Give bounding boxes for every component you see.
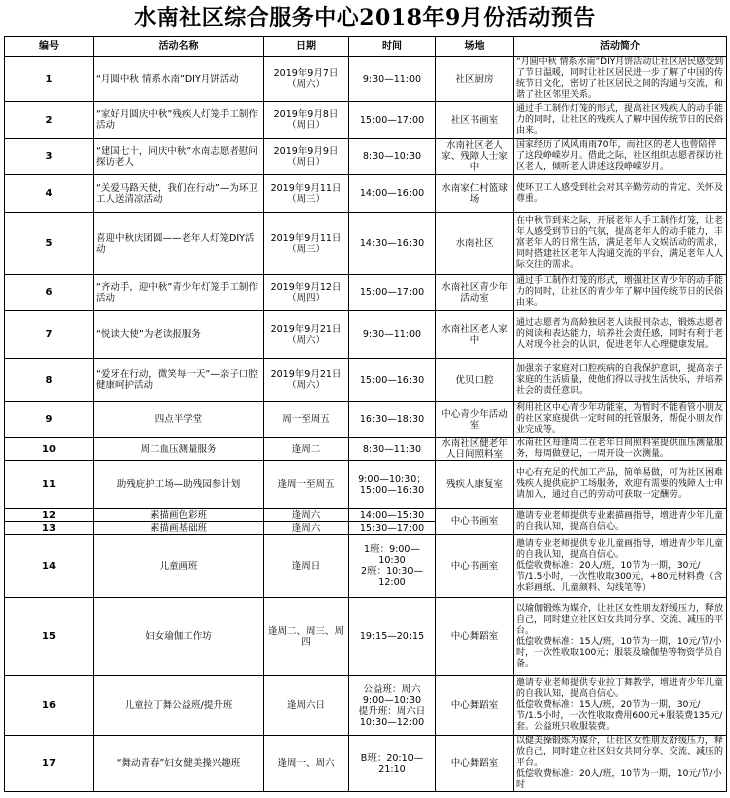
- cell-date[interactable]: 周一至周五: [264, 402, 349, 438]
- cell-venue[interactable]: 水南社区: [436, 213, 514, 275]
- cell-venue[interactable]: 残疾人康复室: [436, 461, 514, 509]
- cell-time[interactable]: 19:15—20:15: [349, 598, 436, 676]
- cell-number[interactable]: 17: [5, 736, 94, 792]
- cell-venue[interactable]: 水南家仁村篮球场: [436, 175, 514, 213]
- cell-description[interactable]: 中心有充足的代加工产品，简单易做，可为社区困难残疾人提供庇护工场服务，欢迎有需要的残障人士申请加入，通过自己的劳动可获取一定酬劳。: [514, 461, 727, 509]
- cell-date[interactable]: 逢周二、周三、周四: [264, 598, 349, 676]
- cell-time[interactable]: 9:00—10:30； 15:00—16:30: [349, 461, 436, 509]
- header-description[interactable]: 活动简介: [514, 37, 727, 57]
- header-date[interactable]: 日期: [264, 37, 349, 57]
- cell-time[interactable]: 15:00—16:30: [349, 359, 436, 402]
- cell-time[interactable]: 8:30—11:30: [349, 438, 436, 461]
- cell-venue[interactable]: 水南社区老人家中: [436, 311, 514, 359]
- cell-time[interactable]: 16:30—18:30: [349, 402, 436, 438]
- cell-date[interactable]: 2019年9月8日 （周日）: [264, 102, 349, 139]
- cell-time[interactable]: 14:30—16:30: [349, 213, 436, 275]
- header-time[interactable]: 时间: [349, 37, 436, 57]
- cell-venue[interactable]: 中心青少年活动室: [436, 402, 514, 438]
- table-row: [5, 736, 727, 792]
- cell-number[interactable]: 1: [5, 57, 94, 102]
- cell-number[interactable]: 16: [5, 676, 94, 736]
- cell-venue[interactable]: 中心舞蹈室: [436, 676, 514, 736]
- table-row: [5, 461, 727, 509]
- activity-table: [4, 36, 727, 792]
- cell-venue[interactable]: 中心书画室: [436, 535, 514, 598]
- cell-number[interactable]: 12: [5, 509, 94, 522]
- cell-activity-name[interactable]: “关爱马路天使，我们在行动”—为环卫工人送清凉活动: [94, 175, 264, 213]
- table-row: [5, 311, 727, 359]
- table-row: [5, 275, 727, 311]
- cell-time[interactable]: 1班：9:00—10:30 2班：10:30—12:00: [349, 535, 436, 598]
- page-title: 水南社区综合服务中心2018年9月份活动预告: [134, 5, 596, 31]
- cell-activity-name[interactable]: “月圆中秋 情系水南”DIY月饼活动: [94, 57, 264, 102]
- header-activity-name[interactable]: 活动名称: [94, 37, 264, 57]
- cell-time[interactable]: 9:30—11:00: [349, 311, 436, 359]
- table-row: [5, 438, 727, 461]
- cell-date[interactable]: 2019年9月12日 （周四）: [264, 275, 349, 311]
- cell-time[interactable]: 15:00—17:00: [349, 102, 436, 139]
- cell-time[interactable]: 14:00—16:00: [349, 175, 436, 213]
- cell-activity-name[interactable]: “建国七十，同庆中秋”水南志愿者慰问探访老人: [94, 139, 264, 175]
- cell-number[interactable]: 4: [5, 175, 94, 213]
- cell-venue[interactable]: 社区厨房: [436, 57, 514, 102]
- cell-activity-name[interactable]: 素描画基础班: [94, 522, 264, 535]
- cell-date[interactable]: 2019年9月21日 （周六）: [264, 311, 349, 359]
- cell-date[interactable]: 2019年9月21日（周六）: [264, 359, 349, 402]
- cell-venue[interactable]: 水南社区老人家、残障人士家中: [436, 139, 514, 175]
- cell-number[interactable]: 6: [5, 275, 94, 311]
- cell-description[interactable]: 利用社区中心青少年功能室，为暂时不能看管小朋友的社区家庭提供一定时间的托管服务，帮促小朋友作业完成等。: [514, 402, 727, 438]
- cell-description[interactable]: 国家经历了风风雨雨70年，而社区的老人也曾陪伴了这段峥嵘岁月。借此之际，社区组织志愿者探访社区老人，倾听老人讲述这段峥嵘岁月。: [514, 139, 727, 175]
- cell-time[interactable]: B班：20:10—21:10: [349, 736, 436, 792]
- cell-activity-name[interactable]: 助残庇护工场—助残园参计划: [94, 461, 264, 509]
- cell-number[interactable]: 13: [5, 522, 94, 535]
- cell-venue[interactable]: 水南社区健老年人日间照料室: [436, 438, 514, 461]
- cell-description[interactable]: 以瑜伽锻炼为媒介，让社区女性朋友舒缓压力，释放自己，同时建立社区妇女共同分享、交流、减压的平台。 低偿收费标准：15人/班，10节为一期，10元/节/小时，一次性收取100元；服装及瑜伽垫等物资学员自备。: [514, 598, 727, 676]
- cell-number[interactable]: 3: [5, 139, 94, 175]
- cell-time[interactable]: 9:30—11:00: [349, 57, 436, 102]
- cell-date[interactable]: 逢周六: [264, 509, 349, 522]
- header-number[interactable]: 编号: [5, 37, 94, 57]
- cell-number[interactable]: 5: [5, 213, 94, 275]
- table-row: [5, 213, 727, 275]
- cell-activity-name[interactable]: 儿童拉丁舞公益班/提升班: [94, 676, 264, 736]
- cell-number[interactable]: 10: [5, 438, 94, 461]
- cell-time[interactable]: 15:30—17:00: [349, 522, 436, 535]
- cell-description[interactable]: 加强亲子家庭对口腔疾病的自我保护意识，提高亲子家庭的生活质量，使他们得以寻找生活快乐，并培养社会的责任意识。: [514, 359, 727, 402]
- cell-date[interactable]: 逢周日: [264, 535, 349, 598]
- table-row: [5, 676, 727, 736]
- cell-venue[interactable]: 中心书画室: [436, 509, 514, 535]
- cell-activity-name[interactable]: 妇女瑜伽工作坊: [94, 598, 264, 676]
- cell-description[interactable]: 以健美操锻炼为媒介，让社区女性朋友舒缓压力，释放自己，同时建立社区妇女共同分享、交流、减压的平台。 低偿收费标准：20人/班，10节为一期，10元/节/小时: [514, 736, 727, 792]
- cell-venue[interactable]: 优贝口腔: [436, 359, 514, 402]
- cell-description[interactable]: 水南社区每逢周二在老年日间照料室提供血压测量服务，每周做登记，一周开设一次测量。: [514, 438, 727, 461]
- cell-date[interactable]: 逢周一、周六: [264, 736, 349, 792]
- cell-activity-name[interactable]: “爱牙在行动，微笑每一天”—亲子口腔健康呵护活动: [94, 359, 264, 402]
- cell-activity-name[interactable]: “家好月圆庆中秋”残疾人灯笼手工制作活动: [94, 102, 264, 139]
- cell-venue[interactable]: 水南社区青少年活动室: [436, 275, 514, 311]
- table-row: [5, 175, 727, 213]
- cell-number[interactable]: 14: [5, 535, 94, 598]
- cell-date[interactable]: 2019年9月11日（周三）: [264, 175, 349, 213]
- cell-activity-name[interactable]: 四点半学堂: [94, 402, 264, 438]
- cell-venue[interactable]: 中心舞蹈室: [436, 736, 514, 792]
- cell-activity-name[interactable]: 周二血压测量服务: [94, 438, 264, 461]
- cell-date[interactable]: 逢周一至周五: [264, 461, 349, 509]
- cell-number[interactable]: 2: [5, 102, 94, 139]
- cell-description[interactable]: 邀请专业老师提供专业儿童画指导，增进青少年儿童的自我认知，提高自信心。 低偿收费标准：20人/班，10节为一期，30元/节/1.5小时，一次性收取300元，+80元材料费（含水彩画纸、儿童颜料、勾线笔等）: [514, 535, 727, 598]
- cell-activity-name[interactable]: 喜迎中秋庆团圆——老年人灯笼DIY活动: [94, 213, 264, 275]
- cell-description[interactable]: “月圆中秋 情系水南”DIY月饼活动让社区居民感受到了节日温暖，同时让社区居民进一步了解了中国的传统节日文化，密切了社区居民之间的沟通与交流，和谐了社区邻里关系。: [514, 57, 727, 102]
- cell-description[interactable]: 通过手工制作灯笼的形式，增强社区青少年的动手能力的同时，让社区的青少年了解中国传统节日的民俗由来。: [514, 275, 727, 311]
- cell-time[interactable]: 14:00—15:30: [349, 509, 436, 522]
- cell-activity-name[interactable]: 儿童画班: [94, 535, 264, 598]
- header-row: [5, 37, 727, 57]
- cell-number[interactable]: 15: [5, 598, 94, 676]
- header-venue[interactable]: 场地: [436, 37, 514, 57]
- cell-description[interactable]: 在中秋节到来之际，开展老年人手工制作灯笼，让老年人感受到节日的气氛，提高老年人的动手能力，丰富老年人的日常生活，满足老年人文娱活动的需求，同时搭建社区老年人沟通交流的平台，满足老年人人际交往的需求。: [514, 213, 727, 275]
- cell-number[interactable]: 7: [5, 311, 94, 359]
- cell-activity-name[interactable]: 素描画色彩班: [94, 509, 264, 522]
- cell-description[interactable]: 使环卫工人感受到社会对其辛勤劳动的肯定、关怀及尊重。: [514, 175, 727, 213]
- cell-date[interactable]: 2019年9月11日（周三）: [264, 213, 349, 275]
- cell-date[interactable]: 2019年9月7日 （周六）: [264, 57, 349, 102]
- cell-number[interactable]: 9: [5, 402, 94, 438]
- cell-description[interactable]: 通过手工制作灯笼的形式，提高社区残疾人的动手能力的同时，让社区的残疾人了解中国传统节日的民俗由来。: [514, 102, 727, 139]
- cell-venue[interactable]: 中心舞蹈室: [436, 598, 514, 676]
- cell-number[interactable]: 11: [5, 461, 94, 509]
- table-row: [5, 509, 727, 522]
- table-row: [5, 535, 727, 598]
- cell-description[interactable]: 邀请专业老师提供专业拉丁舞教学，增进青少年儿童的自我认知，提高自信心。 低偿收费标准：15人/班，20节为一期，30元/节/1.5小时，一次性收取费用600元+服装费135元/套。公益班只收服装费。: [514, 676, 727, 736]
- cell-activity-name[interactable]: “悦读大使”为老读报服务: [94, 311, 264, 359]
- cell-description[interactable]: 邀请专业老师提供专业素描画指导，增进青少年儿童的自我认知，提高自信心。: [514, 509, 727, 535]
- table-row: [5, 359, 727, 402]
- cell-time[interactable]: 8:30—10:30: [349, 139, 436, 175]
- table-row: [5, 139, 727, 175]
- cell-time[interactable]: 15:00—17:00: [349, 275, 436, 311]
- cell-number[interactable]: 8: [5, 359, 94, 402]
- cell-date[interactable]: 2019年9月9日 （周日）: [264, 139, 349, 175]
- cell-description[interactable]: 通过志愿者为高龄独居老人读报刊杂志，锻炼志愿者的阅读和表达能力，培养社会责任感，同时有利于老人对现今社会的认识，促进老年人心理健康发展。: [514, 311, 727, 359]
- table-row: [5, 57, 727, 102]
- cell-venue[interactable]: 社区书画室: [436, 102, 514, 139]
- table-row: [5, 102, 727, 139]
- cell-activity-name[interactable]: “齐动手，迎中秋”青少年灯笼手工制作活动: [94, 275, 264, 311]
- cell-activity-name[interactable]: “舞动青春”妇女健美操兴趣班: [94, 736, 264, 792]
- cell-date[interactable]: 逢周六: [264, 522, 349, 535]
- cell-date[interactable]: 逢周二: [264, 438, 349, 461]
- cell-time[interactable]: 公益班：周六 9:00—10:30 提升班：周六日 10:30—12:00: [349, 676, 436, 736]
- table-row: [5, 598, 727, 676]
- cell-date[interactable]: 逢周六日: [264, 676, 349, 736]
- table-row: [5, 402, 727, 438]
